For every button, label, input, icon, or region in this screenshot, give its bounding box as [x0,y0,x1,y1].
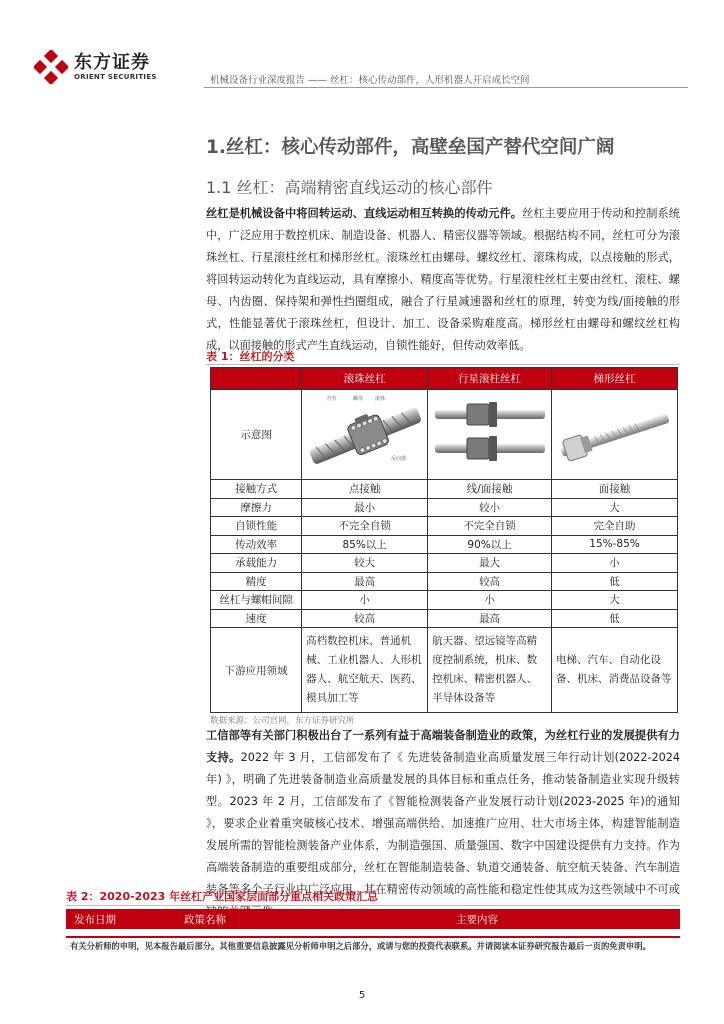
table-cell: 面接触 [552,480,678,499]
table-cell-applications: 高档数控机床、普通机械、工业机器人、人形机器人、航空航天、医药、模具加工等 [302,628,428,713]
table1-source: 数据来源：公司官网，东方证券研究所 [210,716,355,726]
table1-title: 表 1：丝杠的分类 [206,350,295,363]
table-row-label: 摩擦力 [211,498,302,517]
table-cell: 较小 [428,498,552,517]
table-row-label: 承载能力 [211,554,302,573]
table-row-label: 自锁性能 [211,517,302,536]
table-header-cell: 政策名称 [176,909,336,929]
table-row [211,390,678,480]
table-cell: 小 [302,591,428,610]
table-cell: 90%以上 [428,535,552,554]
paragraph-intro [206,203,680,357]
table-cell: 大 [552,591,678,610]
table-cell: 线/面接触 [428,480,552,499]
logo-mark-icon [34,50,68,84]
table-cell-applications: 电梯、汽车、自动化设备、机床、消费品设备等 [552,628,678,713]
paragraph-policy-lead: 工信部等有关部门积极出台了一系列有益于高端装备制造业的政策，为丝杠行业的发展提供有力支持。 [206,729,680,764]
paragraph-intro-lead: 丝杠是机械设备中将回转运动、直线运动相互转换的传动元件。 [206,207,523,220]
planetary-roller-screw-illustration [428,390,552,480]
table-cell: 最高 [302,572,428,591]
table-row [211,628,678,713]
page-number: 5 [358,990,366,1001]
table1-top-rule [206,364,680,365]
table-header-cell [211,368,302,390]
table-row [211,535,678,554]
table-row-label: 传动效率 [211,535,302,554]
table2-top-rule [66,905,680,906]
paragraph-intro-body: 丝杠主要应用于传动和控制系统中，广泛应用于数控机床、制造设备、机器人、精密仪器等领域。根据结构不同，丝杠可分为滚珠丝杠、行星滚柱丝杠和梯形丝杠。滚珠丝杠由螺母、螺纹丝杠、滚珠构成，以点接触的形式，将回转运动转化为直线运动，具有摩擦小、精度高等优势。行星滚柱丝杠主要由丝杠、滚柱、螺母、内齿圈、保持架和弹性挡圈组成，融合了行星减速器和丝杠的原理，转变为线/面接触的形式，性能显著优于滚珠丝杠，但设计、加工、设备采购难度高。梯形丝杠由螺母和螺纹丝杠构成，以面接触的形式产生直线运动，自锁性能好，但传动效率低。 [206,207,680,352]
table-cell: 最大 [428,554,552,573]
table-row-label: 丝杠与螺帽间隙 [211,591,302,610]
footer-divider [66,936,680,938]
trapezoidal-screw-illustration [552,390,678,480]
illus-label-shaft: 丝杠 [326,396,337,402]
table-header-row [66,909,680,929]
table-cell: 较高 [302,609,428,628]
table-cell: 最高 [428,609,552,628]
table-cell: 低 [552,609,678,628]
brand-name-cn: 东方证券 [74,51,150,73]
brand-name-en: ORIENT SECURITIES [74,72,157,81]
table-row-label: 精度 [211,572,302,591]
table-cell: 不完全自锁 [428,517,552,536]
table-row-label: 接触方式 [211,480,302,499]
subsection-heading: 1.1 丝杠：高端精密直线运动的核心部件 [206,178,493,197]
illus-label-ball: 滚珠 [374,396,385,402]
screw-classification-table [210,367,678,713]
table-cell: 小 [552,554,678,573]
table-cell: 小 [428,591,552,610]
table-header-cell: 梯形丝杠 [552,368,678,390]
policy-summary-table [66,909,680,929]
table-row [211,591,678,610]
table-row-label: 速度 [211,609,302,628]
header-divider [204,87,688,88]
table-row-label: 示意图 [211,390,302,480]
paragraph-policy-body: 2022 年 3 月，工信部发布了《 先进装备制造业高质量发展三年行动计划(2022-2024 年) 》，明确了先进装备制造业高质量发展的具体目标和重点任务，推动装备制造业实现升级转型。2023 年 2 月，工信部发布了《智能检测装备产业发展行动计划(2023-2025 年)的通知 》，要求企业着重突破核心技术、增强高端供给、加速推广应用、壮大市场主体，构建智能制造发展所需的智能检测装备产业体系，为制造强国、质量强国、数字中国建设提供有力支持。作为高端装备制造的重要组成部分，丝杠在智能制造装备、轨道交通装备、航空航天装备、汽车制造装备等多个子行业中广泛应用，其在精密传动领域的高性能和稳定性使其成为这些领域中不可或 [206,751,680,896]
table-row [211,609,678,628]
table-row [211,480,678,499]
illus-label-nut: 螺母 [352,396,363,402]
table-cell: 大 [552,498,678,517]
table-header-cell: 主要内容 [336,909,680,929]
ball-screw-illustration [302,390,428,480]
table-cell: 不完全自锁 [302,517,428,536]
table-cell-applications: 航天器、望远镜等高精度控制系统，机床、数控机床、精密机器人、半导体设备等 [428,628,552,713]
report-header: 机械设备行业深度报告 —— 丝杠：核心传动部件，人形机器人开启成长空间 [210,75,530,86]
table-header-cell: 行星滚柱丝杠 [428,368,552,390]
table-cell: 最小 [302,498,428,517]
table-row [211,572,678,591]
table-header-cell: 发布日期 [66,909,176,929]
table-header-row [211,368,678,390]
table-cell: 点接触 [302,480,428,499]
table-cell: 完全自助 [552,517,678,536]
table-row [211,517,678,536]
table-row-label: 下游应用领域 [211,628,302,713]
table-cell: 低 [552,572,678,591]
table-cell: 较高 [428,572,552,591]
table-row [211,498,678,517]
company-logo [34,50,157,84]
disclaimer-text: 有关分析师的申明，见本报告最后部分。其他重要信息披露见分析师申明之后部分，或请与您的投资代表联系。并请阅读本证券研究报告最后一页的免责申明。 [70,941,651,951]
illus-label-return: 反向器 [390,456,406,462]
table-row [211,554,678,573]
section-heading: 1.丝杠：核心传动部件，高壁垒国产替代空间广阔 [206,137,615,158]
table2-title: 表 2：2020-2023 年丝杠产业国家层面部分重点相关政策汇总 [66,890,379,903]
table-cell: 15%-85% [552,535,678,554]
table-cell: 较大 [302,554,428,573]
table-header-cell: 滚珠丝杠 [302,368,428,390]
table-cell: 85%以上 [302,535,428,554]
